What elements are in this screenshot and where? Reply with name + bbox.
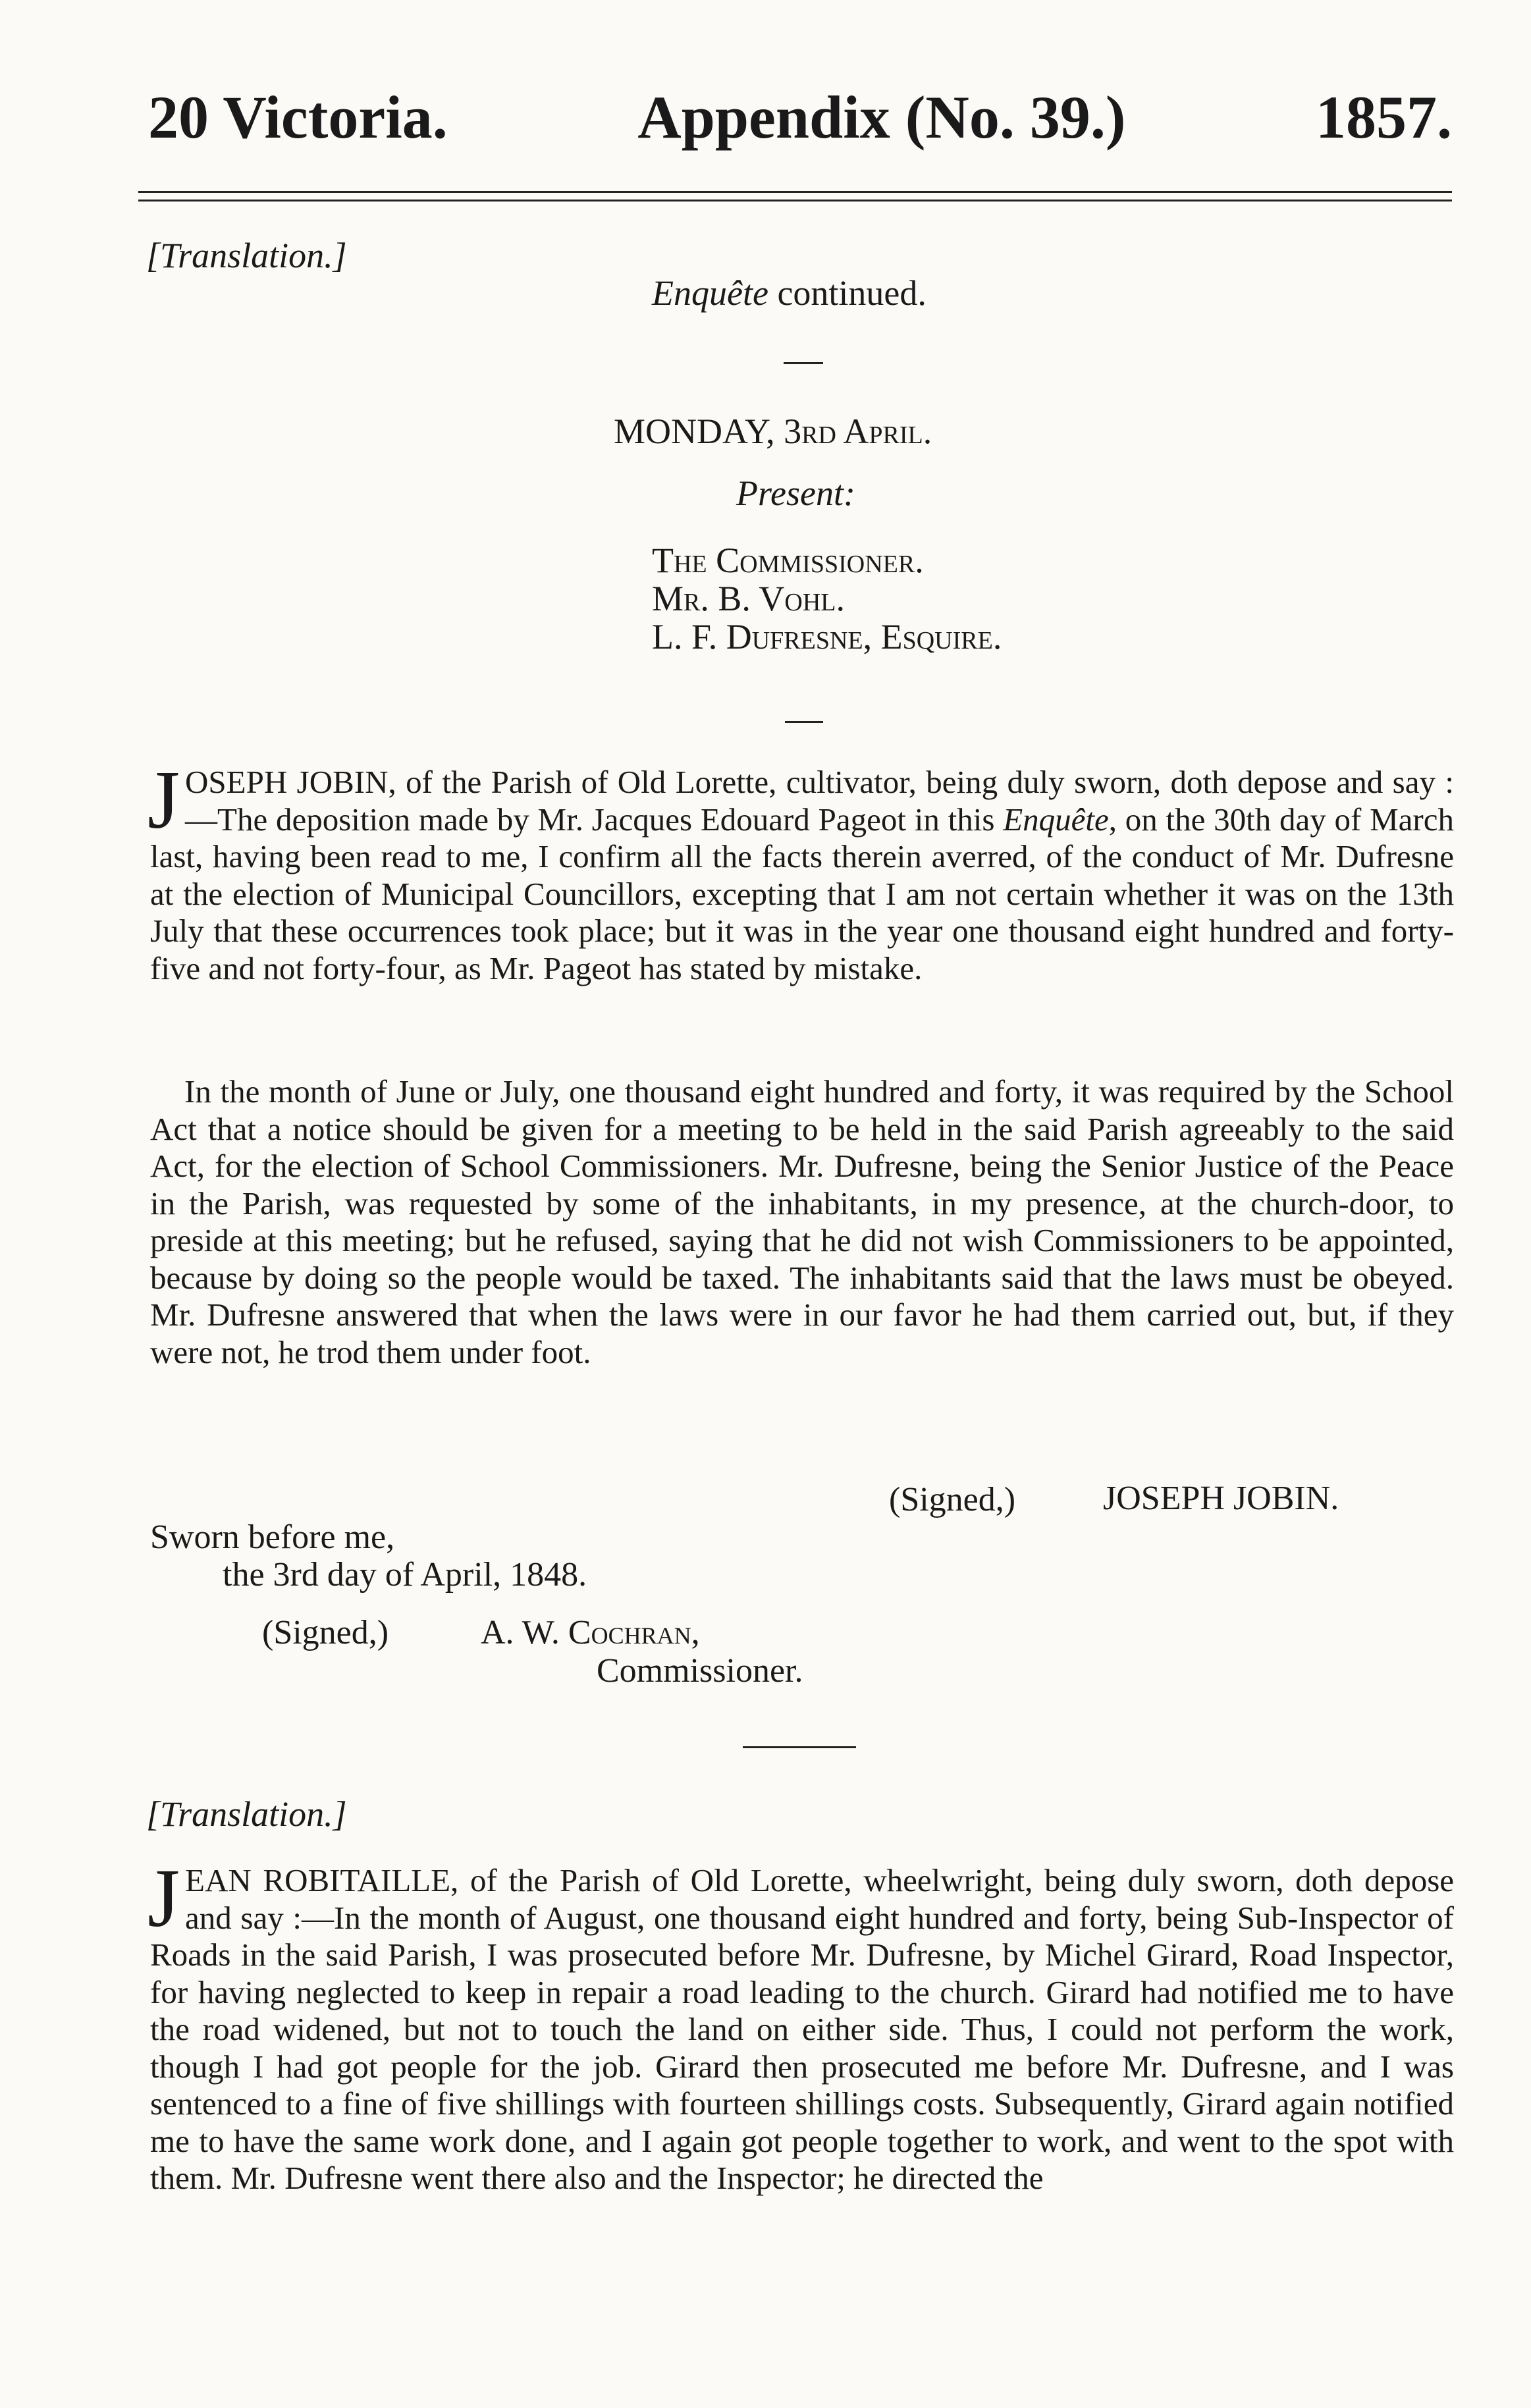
sworn-line-1: Sworn before me, [150, 1518, 395, 1556]
header-year: 1857. [1315, 84, 1452, 151]
date-day: MONDAY, [614, 412, 775, 451]
date-heading [614, 410, 932, 453]
enquete-word: Enquête [652, 273, 768, 313]
enquete-continued [652, 271, 927, 315]
continued-word: continued. [777, 273, 927, 313]
translation-label-2: [Translation.] [146, 1794, 347, 1834]
enquete-inline: Enquête [1003, 801, 1109, 838]
header-double-rule [138, 191, 1452, 201]
commissioner-title: Commissioner. [597, 1652, 803, 1690]
present-commissioner: The Commissioner. [652, 541, 924, 580]
signed-label: (Signed,) [889, 1481, 1016, 1518]
sworn-line-2: the 3rd day of April, 1848. [223, 1556, 587, 1593]
separator-rule [785, 721, 823, 723]
drop-cap-2: J [148, 1853, 180, 1944]
running-header [148, 78, 1452, 157]
robitaille-deposition-paragraph [148, 1853, 1455, 2197]
header-appendix: Appendix (No. 39.) [637, 84, 1126, 151]
present-dufresne: L. F. Dufresne, Esquire. [652, 617, 1002, 656]
date-rest: 3rd April. [784, 412, 932, 451]
present-vohl: Mr. B. Vohl. [652, 579, 845, 618]
commissioner-signed-label: (Signed,) [262, 1614, 389, 1651]
header-session: 20 Victoria. [148, 84, 448, 151]
section-separator-rule [743, 1746, 856, 1748]
translation-label: [Translation.] [146, 236, 347, 275]
jobin-deposition-paragraph-1 [148, 755, 1454, 987]
drop-cap: J [148, 755, 180, 846]
jobin-deposition-paragraph-2: In the month of June or July, one thousand eight hundred and forty, it was required by the School Act that a notice should be given for a meeting to be held in the said Parish agreeably to the said Act, for the election of School Commissioners. Mr. Dufresne, being the Senior Justice of the Peace in the Parish, was requested by some of the inhabitants, in my presence, at the church-door, to preside at this meeting; but he refused, saying that he did not wish Commissioners to be appointed, because by doing so the people would be taxed. The inhabitants said that the laws must be obeyed. Mr. Dufresne answered that when the laws were in our favor he had them carried out, but, if they were not, he trod them under foot. [150, 1073, 1454, 1370]
separator-rule [784, 362, 823, 364]
deposition-text-continued: , on the 30th day of March last, having been read to me, I confirm all the facts therein averred, of the conduct of Mr. Dufresne at the election of Municipal Councillors, excepting that I am not certain whether it was on the 13th July that these occurrences took place; but it was in the year one thousand eight hundred and forty-five and not forty-four, as Mr. Pageot has stated by mistake. [150, 801, 1454, 986]
present-label: Present: [736, 473, 855, 513]
deposition-text: of the Parish of Old Lorette, cultivator, being duly sworn, doth depose and say :—The deposition made by Mr. Jacques Edouard Pageot in this [185, 764, 1454, 838]
commissioner-name: A. W. Cochran, [481, 1614, 700, 1651]
deposition-text-2: of the Parish of Old Lorette, wheelwright, being duly sworn, doth depose and say :—In the month of August, one thousand eight hundred and forty, being Sub-Inspector of Roads in the said Parish, I was prosecuted before Mr. Dufresne, by Michel Girard, Road Inspector, for having neglected to keep in repair a road leading to the church. Girard had notified me to have the road widened, but not to touch the land on either side. Thus, I could not perform the work, though I had got people for the job. Girard then prosecuted me before Mr. Dufresne, and I was sentenced to a fine of five shillings with fourteen shillings costs. Subsequently, Girard again notified me to have the same work done, and I again got people together to work, and went to the spot with them. Mr. Dufresne went there also and the Inspector; he directed the [150, 1862, 1455, 2196]
signed-name: JOSEPH JOBIN. [1103, 1480, 1339, 1517]
deponent-name-2: EAN ROBITAILLE, [185, 1862, 459, 1898]
deponent-name: OSEPH JOBIN, [185, 764, 396, 800]
